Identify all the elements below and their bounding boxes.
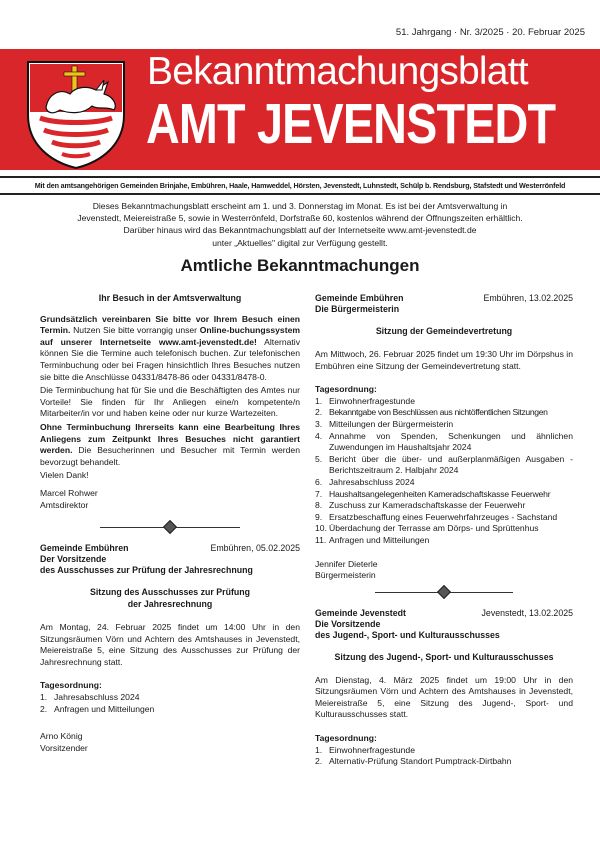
signature-role: Amtsdirektor — [40, 499, 89, 510]
list-item: 1. Einwohnerfragestunde — [315, 395, 415, 406]
issue-line: 51. Jahrgang · Nr. 3/2025 · 20. Februar 2025 — [395, 27, 585, 38]
list-item: 3. Mitteilungen der Bürgermeisterin — [315, 418, 454, 429]
gv-date: Embühren, 13.02.2025 — [483, 293, 573, 303]
list-item: 2. Alternativ-Prüfung Standort Pumptrack-Dirtbahn — [315, 756, 512, 767]
pruefung-body: Am Montag, 24. Februar 2025 findet um 14:00 Uhr in den Sitzungsräumen Vörn und Achtern des Amtshauses in Jevenstedt, Meiereistraße 5, eine Sitzung des Ausschusses zur Prüfung der Jahresrechnung statt. — [40, 622, 300, 667]
visit-title: Ihr Besuch in der Amtsverwaltung — [98, 293, 242, 303]
visit-paragraph-2: Die Terminbuchung hat für Sie und die Beschäftigten des Amtes nur Vorteile! Sie finden für Ihr Anliegen eine/n kompetente/n Mitarbeiter/in vor und haben keine oder nur kurze Wartezeiten. — [40, 385, 300, 419]
pruefung-title — [40, 586, 300, 610]
pruefung-org: Gemeinde Embühren — [40, 543, 129, 554]
jsk-org: Gemeinde Jevenstedt — [315, 607, 406, 618]
jsk-from-1: Die Vorsitzende — [315, 618, 381, 629]
intro-line: Jevenstedt, Meiereistraße 5, sowie in Westerrönfeld, Dorfstraße 60, kostenlos während der Öffnungszeiten erhältlich. — [77, 213, 523, 224]
list-item: 2. Anfragen und Mitteilungen — [40, 703, 155, 714]
right-column — [315, 293, 573, 768]
intro-line: Darüber hinaus wird das Bekanntmachungsblatt auf der Internetseite www.amt-jevenstedt.de — [123, 225, 477, 236]
signature-name: Jennifer Dieterle — [315, 558, 378, 569]
list-item: 9. Ersatzbeschaffung eines Feuerwehrfahrzeuges - Sachstand — [315, 511, 558, 522]
gv-signature — [315, 559, 573, 582]
intro-line: unter „Aktuelles" digital zur Verfügung gestellt. — [212, 237, 388, 248]
jsk-agenda-label: Tagesordnung: — [315, 733, 377, 744]
pruefung-signature — [40, 731, 300, 754]
visit-p1-bold2: Online-buchungssystem auf unserer Internetseite www.amt-jevenstedt.de! — [40, 325, 300, 347]
masthead-title-line1: Bekanntmachungsblatt — [147, 50, 528, 93]
visit-paragraph-1 — [40, 314, 300, 384]
pruefung-from-1: Der Vorsitzende — [40, 554, 107, 565]
gv-org: Gemeinde Embühren — [315, 293, 404, 303]
pruefung-agenda-label: Tagesordnung: — [40, 680, 102, 691]
gv-from: Die Bürgermeisterin — [315, 304, 400, 314]
visit-p1-text-b: Alternativ können Sie die Termine auch telefonisch buchen. Zur telefonischen Terminbuchung oder bei Fragen hinsichtlich Ihres Besuches nutzen sie bitte die Anschlüsse 04331/8478-86 oder 04331/8478-0. — [40, 336, 300, 382]
signature-role: Vorsitzender — [40, 742, 88, 753]
jsk-from-2: des Jugend-, Sport- und Kulturausschusses — [315, 629, 500, 640]
pruefung-title-2: der Jahresrechnung — [127, 599, 213, 610]
list-item: 11. Anfragen und Mitteilungen — [315, 534, 430, 545]
pruefung-agenda — [40, 692, 300, 715]
visit-thanks: Vielen Dank! — [40, 470, 89, 481]
jsk-header — [315, 608, 573, 619]
diamond-icon — [163, 520, 177, 534]
gv-agenda — [315, 396, 573, 547]
visit-p1-text: Nutzen Sie bitte vorrangig unser — [70, 325, 200, 336]
visit-p1-bold: Grundsätzlich vereinbaren Sie bitte vor Ihrem Besuch einen Termin. — [40, 313, 300, 336]
visit-paragraph-3 — [40, 422, 300, 468]
signature-name: Marcel Rohwer — [40, 487, 98, 498]
divider-bottom — [0, 193, 600, 195]
list-item: 8. Zuschuss zur Kameradschaftskasse der Feuerwehr — [315, 500, 526, 511]
jsk-body: Am Dienstag, 4. März 2025 findet um 19:00 Uhr in den Sitzungsräumen Vörn und Achtern des Amtshauses in Jevenstedt, Meiereistraße 5, eine Sitzung des Jugend-, Sport- und Kulturausschusses statt. — [315, 674, 573, 720]
jsk-title: Sitzung des Jugend-, Sport- und Kulturausschusses — [334, 651, 554, 662]
list-item: 1. Jahresabschluss 2024 — [40, 692, 140, 703]
list-item: 5. Bericht über die über- und außerplanmäßigen Ausgaben - Berichtszeitraum 2. Halbjahr 2024 — [315, 453, 573, 476]
gv-title: Sitzung der Gemeindevertretung — [375, 326, 513, 336]
list-item: 6. Jahresabschluss 2024 — [315, 476, 415, 487]
visit-p3-bold: Ohne Terminbuchung Ihrerseits kann eine Bearbeitung Ihres Anliegens zum Zeitpunkt Ihres Besuches nicht garantiert werden. — [40, 421, 300, 456]
member-municipalities: Mit den amtsangehörigen Gemeinden Brinjahe, Embühren, Haale, Hamweddel, Hörsten, Jevenstedt, Luhnstedt, Schülp b. Rendsburg, Stafstedt und Westerrönfeld — [34, 181, 566, 190]
article-divider — [40, 521, 300, 533]
coat-of-arms-crest-icon — [26, 60, 126, 170]
jsk-date: Jevenstedt, 13.02.2025 — [481, 607, 573, 618]
diamond-icon — [437, 585, 451, 599]
list-item: 1. Einwohnerfragestunde — [315, 744, 415, 755]
gv-header — [315, 293, 573, 304]
intro-text — [30, 200, 570, 249]
section-title: Amtliche Bekanntmachungen — [180, 256, 420, 275]
article-divider — [315, 586, 573, 598]
pruefung-header — [40, 543, 300, 554]
intro-line: Dieses Bekanntmachungsblatt erscheint am 1. und 3. Donnerstag im Monat. Es ist bei der Amtsverwaltung in — [92, 201, 508, 211]
divider-top — [0, 176, 600, 178]
visit-signature — [40, 488, 300, 511]
signature-role: Bürgermeisterin — [315, 570, 376, 581]
gv-agenda-label: Tagesordnung: — [315, 384, 377, 395]
pruefung-date: Embühren, 05.02.2025 — [210, 543, 300, 554]
list-item: 10. Überdachung der Terrasse am Dörps- und Sprüttenhus — [315, 523, 539, 534]
signature-name: Arno König — [40, 731, 83, 742]
list-item: 2. Bekanntgabe von Beschlüssen aus nichtöffentlichen Sitzungen — [315, 407, 548, 418]
list-item: 7. Haushaltsangelegenheiten Kameradschaftskasse Feuerwehr — [315, 488, 551, 499]
masthead-title-line2: AMT JEVENSTEDT — [146, 92, 556, 156]
jsk-agenda — [315, 745, 573, 768]
left-column — [40, 293, 300, 754]
pruefung-title-1: Sitzung des Ausschusses zur Prüfung — [90, 587, 250, 598]
list-item: 4. Annahme von Spenden, Schenkungen und ähnlichen Zuwendungen im Haushaltsjahr 2024 — [315, 430, 573, 453]
pruefung-from-2: des Ausschusses zur Prüfung der Jahresrechnung — [40, 565, 253, 576]
visit-p3-text: Die Besucherinnen und Besucher mit Termin werden bevorzugt behandelt. — [40, 445, 300, 467]
gv-body: Am Mittwoch, 26. Februar 2025 findet um 19:30 Uhr im Dörpshus in Embühren eine Sitzung der Gemeindevertretung statt. — [315, 349, 573, 371]
